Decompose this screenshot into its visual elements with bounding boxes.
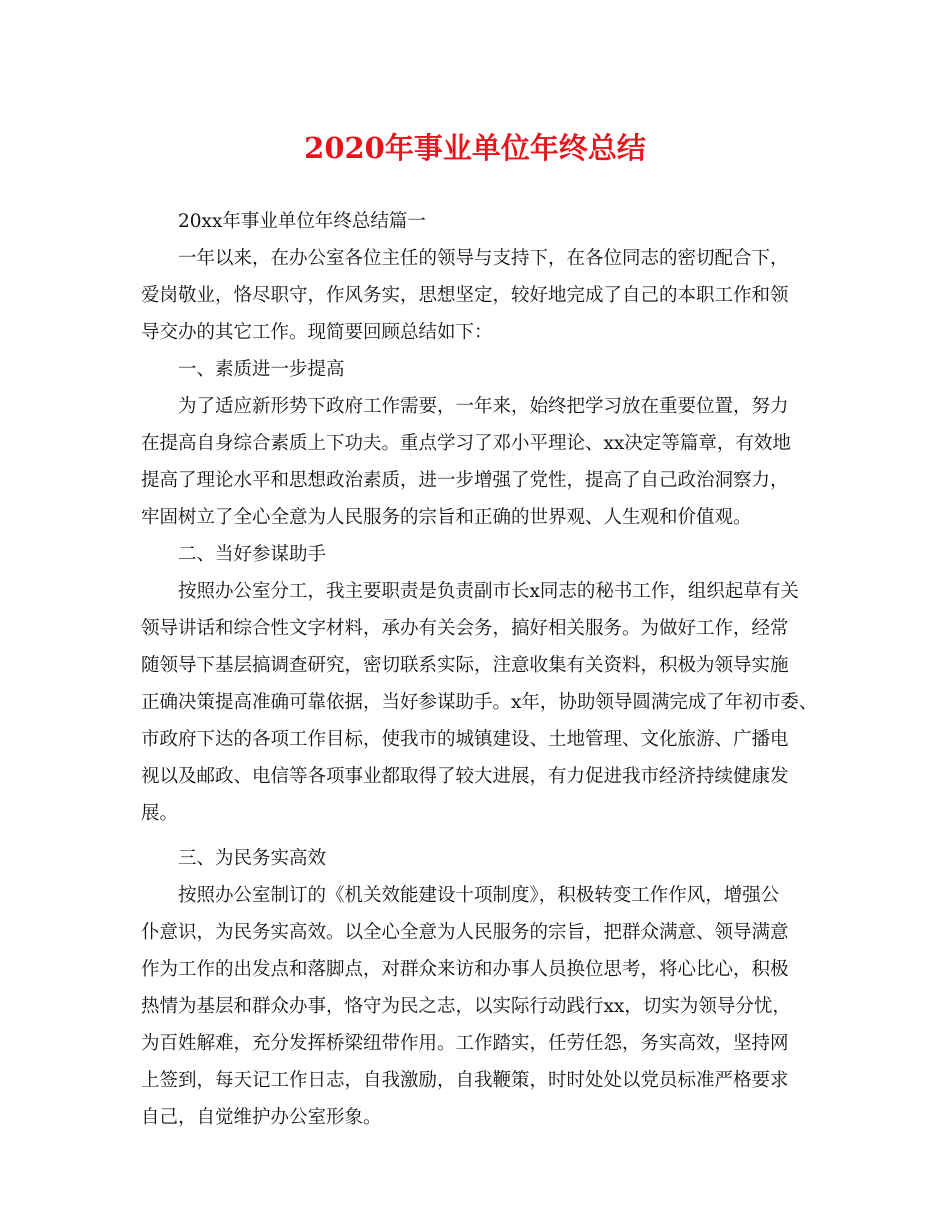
section-heading-2: 二、当好参谋助手 [178, 544, 327, 565]
document-body [141, 203, 831, 1136]
paragraph-line: 视以及邮政、电信等各项事业都取得了较大进展，有力促进我市经济持续健康发 [141, 766, 789, 787]
paragraph-line: 为了适应新形势下政府工作需要，一年来，始终把学习放在重要位置，努力 [178, 396, 789, 417]
section-heading-intro: 20xx年事业单位年终总结篇一 [178, 211, 426, 232]
document-title: 2020年事业单位年终总结 [304, 131, 646, 165]
section-heading-3: 三、为民务实高效 [178, 848, 327, 869]
paragraph-line: 导交办的其它工作。现简要回顾总结如下： [141, 322, 493, 343]
paragraph-line: 按照办公室分工，我主要职责是负责副市长x同志的秘书工作，组织起草有关 [178, 581, 799, 602]
paragraph-line: 一年以来，在办公室各位主任的领导与支持下，在各位同志的密切配合下， [178, 248, 789, 269]
paragraph-line: 按照办公室制订的《机关效能建设十项制度》，积极转变工作作风，增强公 [178, 885, 780, 906]
paragraph-line: 展。 [141, 803, 179, 824]
section-heading-1: 一、素质进一步提高 [178, 359, 345, 380]
paragraph-line: 自己，自觉维护办公室形象。 [141, 1107, 382, 1128]
paragraph-line: 爱岗敬业，恪尽职守，作风务实，思想坚定，较好地完成了自己的本职工作和领 [141, 285, 789, 306]
paragraph-line: 牢固树立了全心全意为人民服务的宗旨和正确的世界观、人生观和价值观。 [141, 507, 752, 528]
paragraph-line: 提高了理论水平和思想政治素质，进一步增强了党性，提高了自己政治洞察力， [141, 470, 789, 491]
paragraph-line: 正确决策提高准确可靠依据，当好参谋助手。x年，协助领导圆满完成了年初市委、 [141, 692, 818, 713]
paragraph-line: 随领导下基层搞调查研究，密切联系实际，注意收集有关资料，积极为领导实施 [141, 655, 789, 676]
paragraph-line: 在提高自身综合素质上下功夫。重点学习了邓小平理论、xx决定等篇章，有效地 [141, 433, 791, 454]
paragraph-line: 市政府下达的各项工作目标，使我市的城镇建设、土地管理、文化旅游、广播电 [141, 729, 789, 750]
section-gap [141, 832, 831, 840]
paragraph-line: 为百姓解难，充分发挥桥梁纽带作用。工作踏实，任劳任怨，务实高效，坚持网 [141, 1033, 789, 1054]
paragraph-line: 热情为基层和群众办事，恪守为民之志，以实际行动践行xx，切实为领导分忧， [141, 996, 791, 1017]
paragraph-line: 上签到，每天记工作日志，自我激励，自我鞭策，时时处处以党员标准严格要求 [141, 1070, 789, 1091]
paragraph-line: 仆意识，为民务实高效。以全心全意为人民服务的宗旨，把群众满意、领导满意 [141, 922, 789, 943]
paragraph-line: 领导讲话和综合性文字材料，承办有关会务，搞好相关服务。为做好工作，经常 [141, 618, 789, 639]
paragraph-line: 作为工作的出发点和落脚点，对群众来访和办事人员换位思考，将心比心，积极 [141, 959, 789, 980]
